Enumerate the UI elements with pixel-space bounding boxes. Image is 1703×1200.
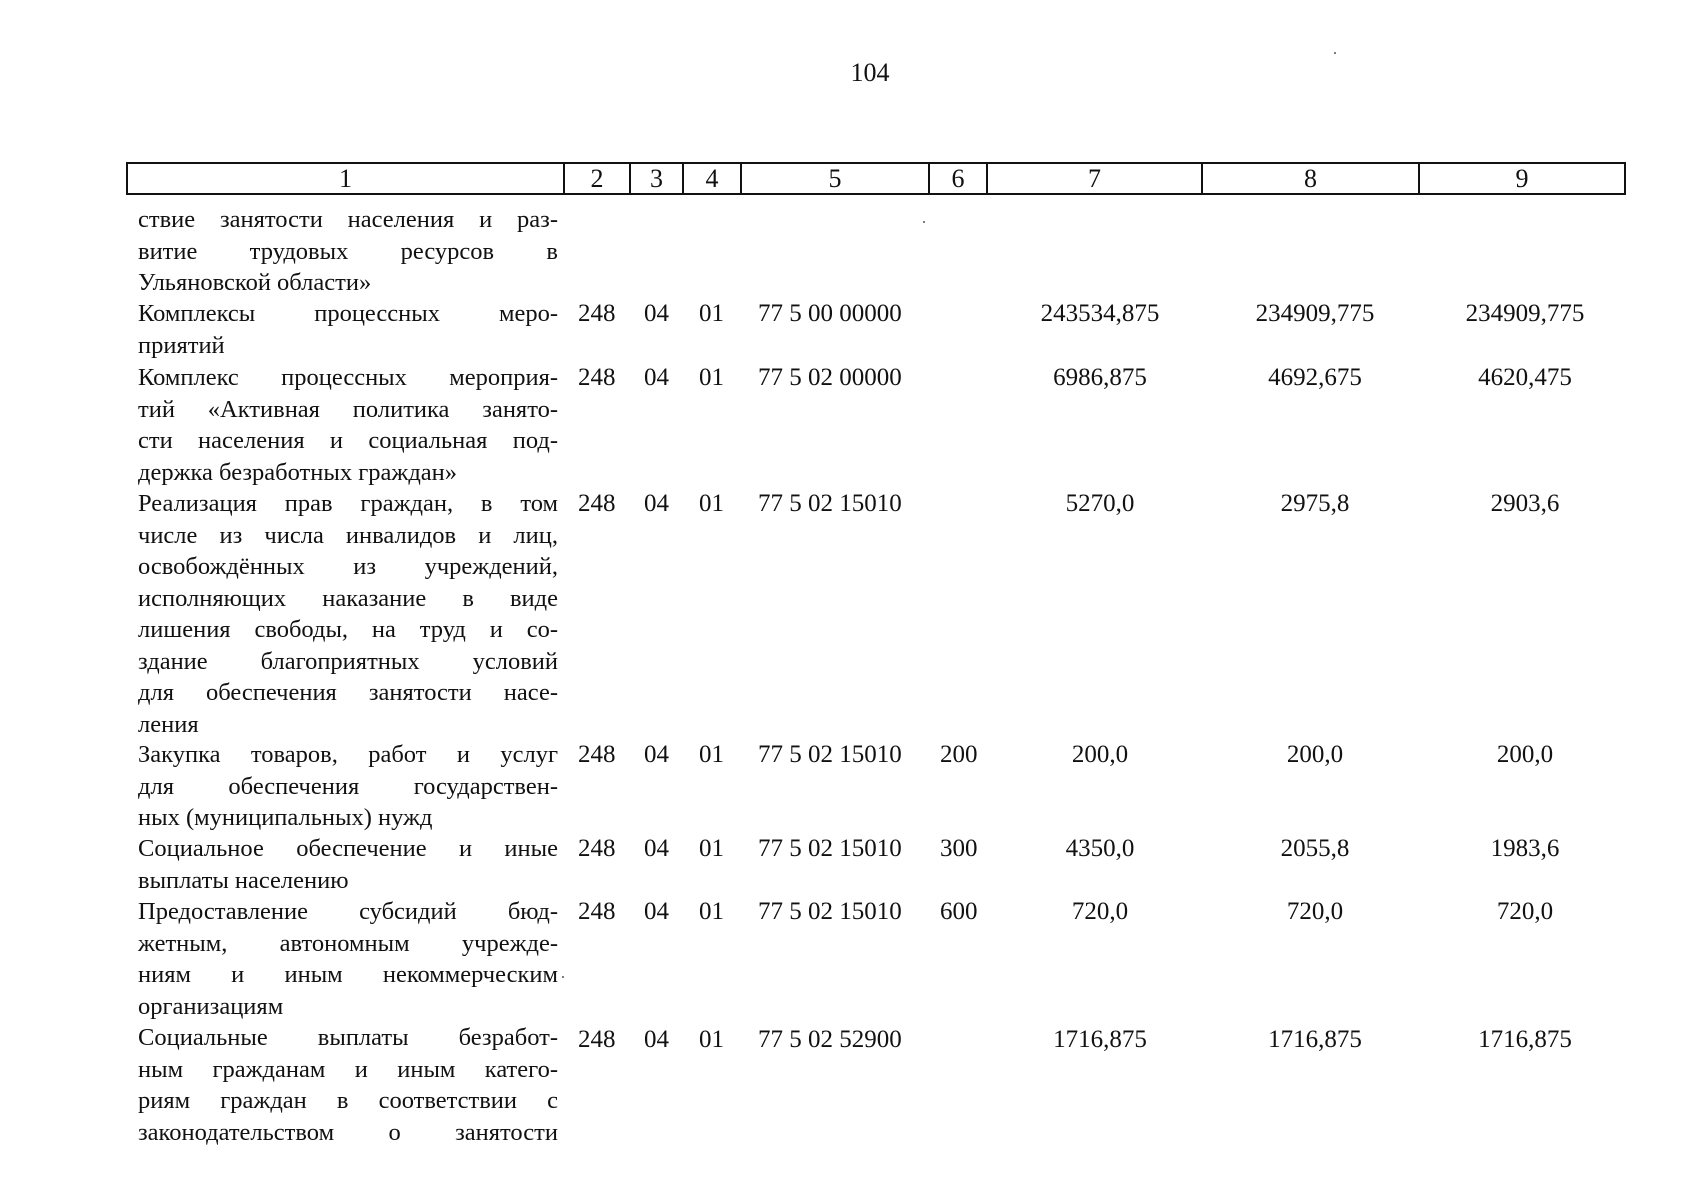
cell-col-4: 01 <box>699 364 724 391</box>
cell-col-3: 04 <box>644 741 669 768</box>
description-line: выплаты населению <box>138 866 349 894</box>
description-line: освобождённых из учреждений, <box>138 553 558 580</box>
cell-col-3: 04 <box>644 300 669 327</box>
description-line: ных (муниципальных) нужд <box>138 804 433 831</box>
cell-col-8: 234909,775 <box>1255 300 1375 327</box>
cell-col-3: 04 <box>644 898 669 925</box>
cell-col-2: 248 <box>578 300 616 327</box>
description-line: для обеспечения занятости насе- <box>138 679 558 706</box>
cell-col-9: 2903,6 <box>1490 490 1560 517</box>
cell-col-6: 200 <box>940 741 978 768</box>
cell-col-9: 1983,6 <box>1490 835 1560 862</box>
description-line: лишения свободы, на труд и со- <box>138 616 558 643</box>
cell-col-7: 720,0 <box>1071 898 1129 925</box>
cell-col-9: 200,0 <box>1496 741 1554 768</box>
cell-col-9: 720,0 <box>1496 898 1554 925</box>
cell-col-7: 6986,875 <box>1053 364 1147 391</box>
header-col-5: 5 <box>742 164 930 193</box>
description-line: числе из числа инвалидов и лиц, <box>138 521 558 549</box>
cell-col-4: 01 <box>699 1026 724 1053</box>
cell-col-6: 300 <box>940 835 978 862</box>
cell-col-5: 77 5 02 52900 <box>758 1026 902 1053</box>
cell-col-2: 248 <box>578 741 616 768</box>
cell-col-4: 01 <box>699 490 724 517</box>
header-col-2: 2 <box>565 164 631 193</box>
cell-col-2: 248 <box>578 490 616 517</box>
cell-col-4: 01 <box>699 898 724 925</box>
description-line: Предоставление субсидий бюд- <box>138 898 558 925</box>
cell-col-3: 04 <box>644 835 669 862</box>
description-line: Комплекс процессных мероприя- <box>138 364 558 391</box>
cell-col-3: 04 <box>644 1026 669 1053</box>
cell-col-7: 1716,875 <box>1053 1026 1147 1053</box>
cell-col-5: 77 5 02 15010 <box>758 835 902 862</box>
scan-speck <box>1334 52 1336 54</box>
cell-col-7: 4350,0 <box>1065 835 1135 862</box>
cell-col-2: 248 <box>578 835 616 862</box>
description-line: законодательством о занятости <box>138 1118 558 1146</box>
description-line: жетным, автономным учрежде- <box>138 929 558 957</box>
cell-col-8: 1716,875 <box>1268 1026 1362 1053</box>
row-description <box>138 488 558 740</box>
description-line: приятий <box>138 331 225 359</box>
row-description <box>138 739 558 834</box>
row-description <box>138 833 558 896</box>
description-line: риям граждан в соответствии с <box>138 1087 558 1114</box>
description-line: здание благоприятных условий <box>138 647 558 675</box>
cell-col-4: 01 <box>699 741 724 768</box>
description-line: Комплексы процессных меро- <box>138 300 558 327</box>
description-line: Социальные выплаты безработ- <box>138 1024 558 1051</box>
description-line: ствие занятости населения и раз- <box>138 206 558 233</box>
cell-col-7: 243534,875 <box>1040 300 1160 327</box>
cell-col-8: 200,0 <box>1286 741 1344 768</box>
row-description <box>138 298 558 361</box>
cell-col-5: 77 5 02 15010 <box>758 741 902 768</box>
description-line: для обеспечения государствен- <box>138 772 558 800</box>
header-col-7: 7 <box>988 164 1203 193</box>
cell-col-4: 01 <box>699 835 724 862</box>
cell-col-6: 600 <box>940 898 978 925</box>
description-line: ным гражданам и иным катего- <box>138 1055 558 1083</box>
cell-col-3: 04 <box>644 490 669 517</box>
cell-col-8: 720,0 <box>1286 898 1344 925</box>
cell-col-9: 234909,775 <box>1465 300 1585 327</box>
cell-col-2: 248 <box>578 898 616 925</box>
header-col-4: 4 <box>684 164 742 193</box>
description-line: Закупка товаров, работ и услуг <box>138 741 558 768</box>
description-line: Социальное обеспечение и иные <box>138 835 558 862</box>
row-description <box>138 1022 558 1148</box>
cell-col-8: 2975,8 <box>1280 490 1350 517</box>
description-line: витие трудовых ресурсов в <box>138 237 558 265</box>
cell-col-7: 200,0 <box>1071 741 1129 768</box>
cell-col-5: 77 5 02 00000 <box>758 364 902 391</box>
cell-col-5: 77 5 02 15010 <box>758 490 902 517</box>
header-col-1: 1 <box>128 164 565 193</box>
scan-speck <box>923 221 925 223</box>
header-col-8: 8 <box>1203 164 1420 193</box>
row-description <box>138 204 558 299</box>
table-header-row <box>126 162 1626 195</box>
row-description <box>138 896 558 1022</box>
description-line: организациям <box>138 992 284 1020</box>
page-number: 104 <box>850 58 890 87</box>
description-line: исполняющих наказание в виде <box>138 584 558 612</box>
cell-col-9: 4620,475 <box>1478 364 1572 391</box>
description-line: тий «Активная политика занято- <box>138 395 558 423</box>
cell-col-5: 77 5 00 00000 <box>758 300 902 327</box>
description-line: Реализация прав граждан, в том <box>138 490 558 517</box>
cell-col-2: 248 <box>578 364 616 391</box>
description-line: Ульяновской области» <box>138 269 372 296</box>
description-line: ниям и иным некоммерческим <box>138 961 558 988</box>
cell-col-4: 01 <box>699 300 724 327</box>
cell-col-5: 77 5 02 15010 <box>758 898 902 925</box>
description-line: сти населения и социальная под- <box>138 427 558 454</box>
cell-col-8: 2055,8 <box>1280 835 1350 862</box>
description-line: ления <box>138 710 199 738</box>
header-col-6: 6 <box>930 164 988 193</box>
cell-col-3: 04 <box>644 364 669 391</box>
cell-col-2: 248 <box>578 1026 616 1053</box>
cell-col-7: 5270,0 <box>1065 490 1135 517</box>
header-col-3: 3 <box>631 164 684 193</box>
header-col-9: 9 <box>1515 164 1529 193</box>
cell-col-9: 1716,875 <box>1478 1026 1572 1053</box>
description-line: держка безработных граждан» <box>138 458 458 486</box>
row-description <box>138 362 558 488</box>
cell-col-8: 4692,675 <box>1268 364 1362 391</box>
scan-speck <box>562 976 564 978</box>
